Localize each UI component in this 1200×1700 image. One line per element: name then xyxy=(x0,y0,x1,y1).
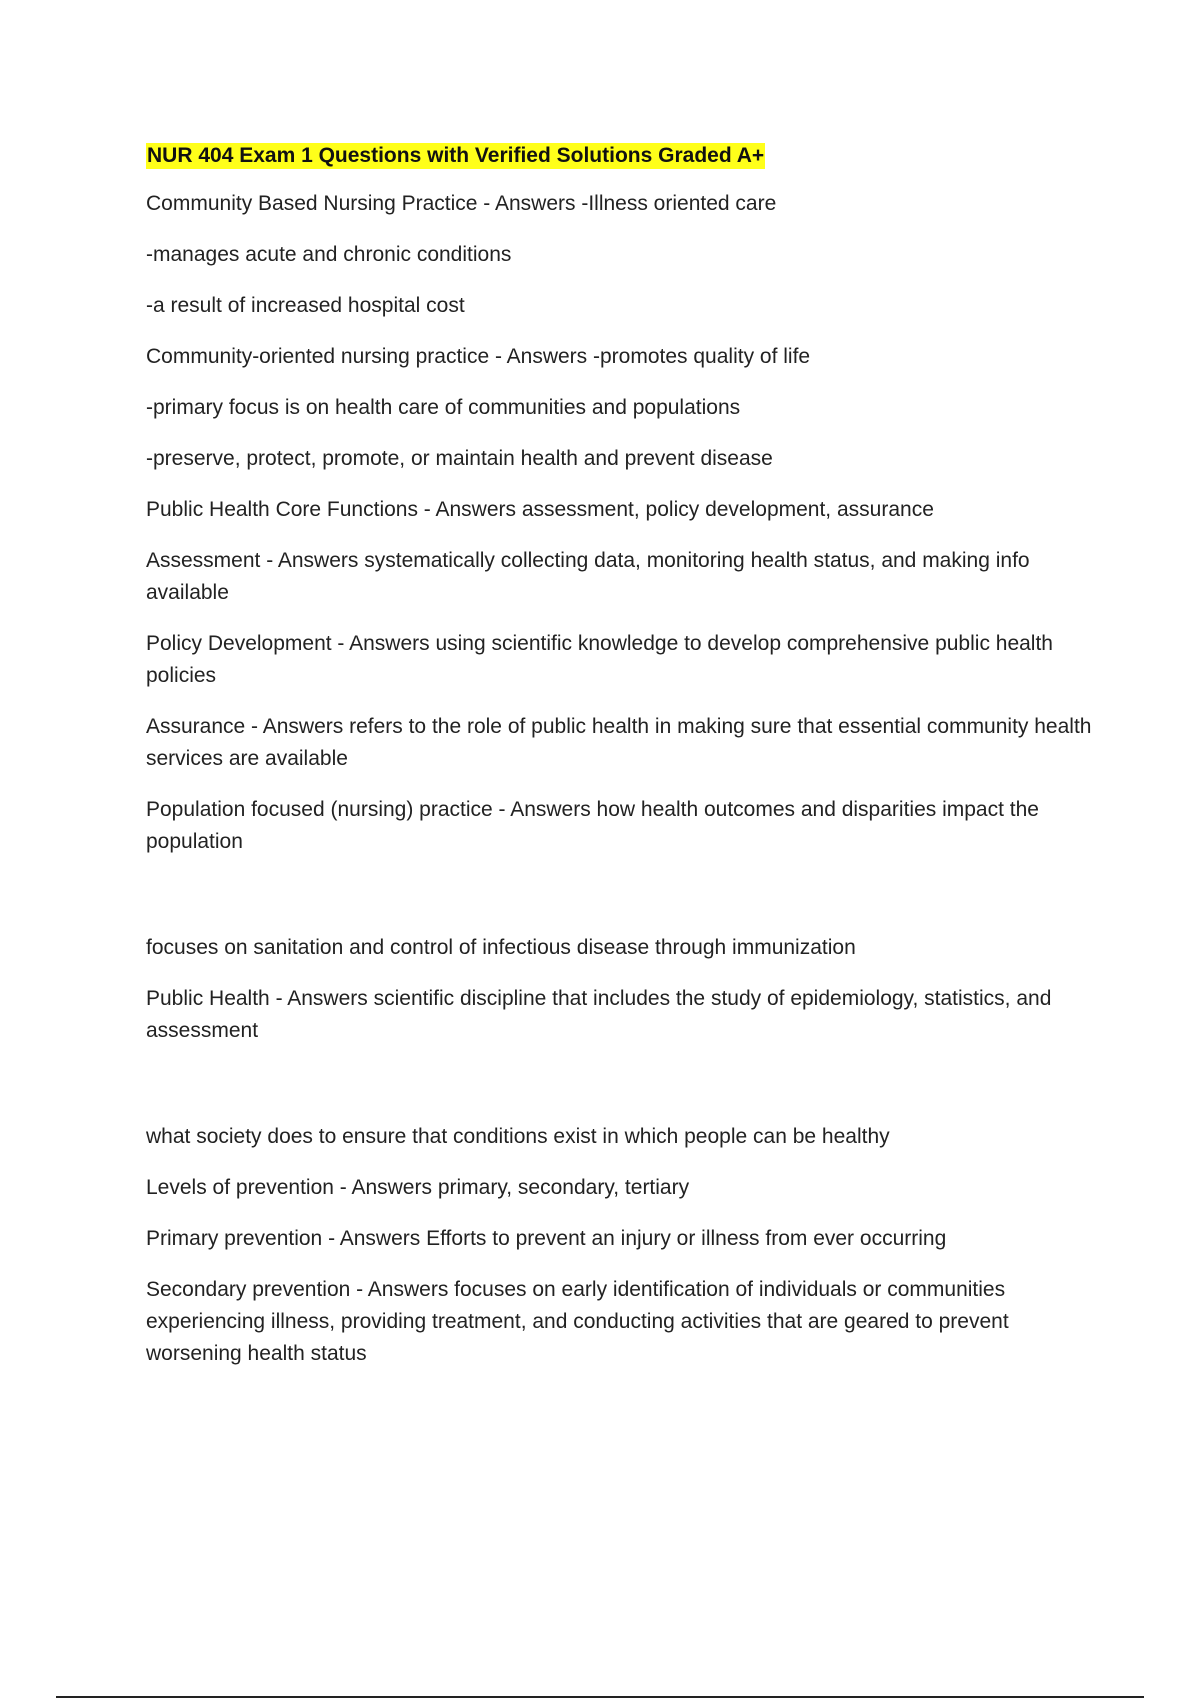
paragraph: Public Health Core Functions - Answers assessment, policy development, assurance xyxy=(146,498,934,521)
paragraph: Primary prevention - Answers Efforts to prevent an injury or illness from ever occurring xyxy=(146,1227,947,1250)
paragraph: Levels of prevention - Answers primary, secondary, tertiary xyxy=(146,1176,690,1199)
paragraph: -manages acute and chronic conditions xyxy=(146,243,512,266)
paragraph: Assurance - Answers refers to the role of public health in making sure that essential community health services are available xyxy=(146,715,1092,770)
paragraph: -primary focus is on health care of communities and populations xyxy=(146,396,741,419)
paragraph: what society does to ensure that conditions exist in which people can be healthy xyxy=(146,1125,890,1148)
paragraph: Policy Development - Answers using scientific knowledge to develop comprehensive public health policies xyxy=(146,632,1053,687)
paragraph: Community-oriented nursing practice - Answers -promotes quality of life xyxy=(146,345,811,368)
paragraph: Assessment - Answers systematically collecting data, monitoring health status, and making info available xyxy=(146,549,1030,604)
paragraph: Secondary prevention - Answers focuses on early identification of individuals or communities experiencing illness, providing treatment, and conducting activities that are geared to prevent worsening health status xyxy=(146,1278,1009,1365)
page-divider xyxy=(56,1696,1144,1698)
paragraph: Population focused (nursing) practice - Answers how health outcomes and disparities impact the population xyxy=(146,798,1039,853)
paragraph: Community Based Nursing Practice - Answers -Illness oriented care xyxy=(146,192,777,215)
paragraph: -a result of increased hospital cost xyxy=(146,294,465,317)
paragraph: Public Health - Answers scientific discipline that includes the study of epidemiology, statistics, and assessment xyxy=(146,987,1052,1042)
document-content xyxy=(146,143,1096,1389)
document-title: NUR 404 Exam 1 Questions with Verified Solutions Graded A+ xyxy=(147,144,765,167)
paragraph: focuses on sanitation and control of infectious disease through immunization xyxy=(146,936,856,959)
paragraph: -preserve, protect, promote, or maintain health and prevent disease xyxy=(146,447,773,470)
